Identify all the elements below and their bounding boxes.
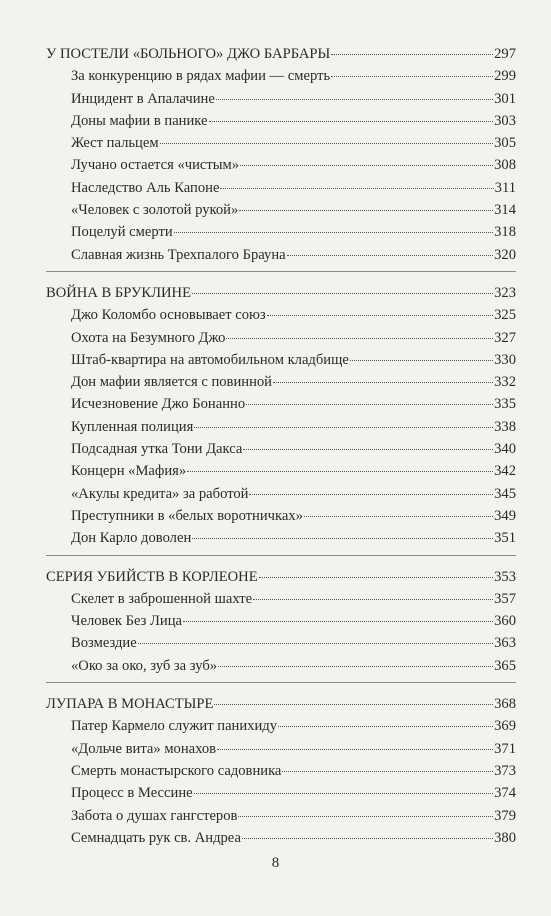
dot-leader: [194, 793, 494, 794]
section-heading-title: У ПОСТЕЛИ «БОЛЬНОГО» ДЖО БАРБАРЫ: [46, 46, 331, 62]
toc-entry-title: Доны мафии в панике: [71, 112, 208, 129]
dot-leader: [350, 360, 493, 361]
toc-entry-title: Наследство Аль Капоне: [71, 179, 220, 196]
toc-entry: [46, 154, 516, 176]
toc-entry-page: 379: [494, 807, 516, 824]
dot-leader: [160, 143, 494, 144]
toc-entry-page: 318: [494, 224, 516, 241]
toc-entry-title: Процесс в Мессине: [71, 785, 193, 802]
toc-entry: [46, 588, 516, 610]
toc-entry: [46, 760, 516, 782]
section-heading: [46, 43, 516, 65]
section-heading-title: СЕРИЯ УБИЙСТВ В КОРЛЕОНЕ: [46, 568, 258, 585]
page-number: 8: [271, 855, 280, 871]
toc-entry-title: Забота о душах гангстеров: [71, 807, 238, 824]
dot-leader: [194, 427, 493, 428]
toc-entry-page: 301: [494, 90, 516, 107]
dot-leader: [246, 404, 493, 405]
toc-entry-page: 325: [494, 307, 516, 324]
toc-entry-title: «Дольче вита» монахов: [71, 740, 217, 757]
dot-leader: [331, 76, 493, 77]
toc-entry-page: 314: [494, 202, 516, 219]
toc-entry: [46, 738, 516, 760]
toc-entry-page: 374: [494, 785, 516, 802]
toc-entry-title: Смерть монастырского садовника: [71, 762, 282, 779]
toc-entry-page: 371: [494, 740, 516, 757]
toc-section: [46, 43, 516, 266]
toc-entry-title: Жест пальцем: [71, 135, 159, 152]
toc-entry: [46, 827, 516, 849]
toc-entry-page: 349: [494, 507, 516, 524]
toc-entry: [46, 655, 516, 677]
section-heading-title: ЛУПАРА В МОНАСТЫРЕ: [46, 696, 214, 713]
toc-entry-page: 338: [494, 418, 516, 435]
toc-entry-title: Штаб-квартира на автомобильном кладбище: [71, 351, 349, 368]
dot-leader: [138, 643, 493, 644]
dot-leader: [192, 293, 493, 294]
toc-entry-page: 360: [494, 613, 516, 630]
toc-entry-title: Охота на Безумного Джо: [71, 329, 226, 346]
toc-entry: [46, 88, 516, 110]
section-heading: [46, 693, 516, 715]
toc-entry-page: 299: [494, 68, 516, 85]
toc-entry-page: 373: [494, 762, 516, 779]
dot-leader: [239, 210, 493, 211]
section-divider: [46, 682, 516, 683]
toc-entry: [46, 460, 516, 482]
section-heading-page: 353: [494, 568, 516, 585]
toc-entry-page: 330: [494, 351, 516, 368]
toc-entry-page: 303: [494, 112, 516, 129]
toc-entry: [46, 304, 516, 326]
toc-entry: [46, 327, 516, 349]
dot-leader: [216, 99, 493, 100]
dot-leader: [192, 538, 493, 539]
toc-entry-page: 357: [494, 590, 516, 607]
dot-leader: [249, 494, 493, 495]
dot-leader: [304, 516, 493, 517]
toc-entry: [46, 349, 516, 371]
toc-entry: [46, 805, 516, 827]
toc-entry-page: 311: [494, 179, 516, 196]
toc-section: [46, 282, 516, 550]
toc-entry: [46, 110, 516, 132]
toc-entry-page: 369: [494, 718, 516, 735]
toc-entry-page: 327: [494, 329, 516, 346]
toc-entry-title: Семнадцать рук св. Андреа: [71, 829, 241, 846]
toc-section: [46, 566, 516, 677]
toc-entry-page: 363: [494, 635, 516, 652]
toc-entry-title: Возмездие: [71, 635, 137, 652]
section-heading-page: 368: [494, 696, 516, 713]
dot-leader: [273, 382, 493, 383]
dot-leader: [282, 771, 493, 772]
toc-section: [46, 693, 516, 849]
section-heading: [46, 282, 516, 304]
toc-entry: [46, 505, 516, 527]
toc-entry-title: Лучано остается «чистым»: [71, 157, 240, 174]
toc-entry-title: Человек Без Лица: [71, 613, 183, 630]
toc-entry: [46, 483, 516, 505]
dot-leader: [218, 666, 493, 667]
toc-entry: [46, 393, 516, 415]
toc-entry-title: Подсадная утка Тони Дакса: [71, 441, 243, 458]
toc-entry: [46, 132, 516, 154]
toc-entry: [46, 632, 516, 654]
section-divider: [46, 555, 516, 556]
section-heading: [46, 566, 516, 588]
dot-leader: [240, 165, 493, 166]
toc-entry: [46, 610, 516, 632]
toc-entry: [46, 782, 516, 804]
toc-entry-page: 351: [494, 530, 516, 547]
toc-entry-title: Купленная полиция: [71, 418, 194, 435]
section-divider: [46, 271, 516, 272]
section-heading-title: ВОЙНА В БРУКЛИНЕ: [46, 284, 192, 301]
toc-entry: [46, 371, 516, 393]
dot-leader: [278, 726, 493, 727]
toc-entry-title: Дон мафии является с повинной: [71, 374, 272, 391]
toc-entry-title: За конкуренцию в рядах мафии — смерть: [71, 68, 331, 85]
toc-entry-page: 345: [494, 485, 516, 502]
dot-leader: [242, 838, 493, 839]
toc-entry-page: 340: [494, 441, 516, 458]
toc-entry-title: Поцелуй смерти: [71, 224, 173, 241]
dot-leader: [287, 255, 494, 256]
section-heading-page: 297: [494, 46, 516, 62]
dot-leader: [267, 315, 493, 316]
dot-leader: [209, 121, 494, 122]
dot-leader: [243, 449, 493, 450]
dot-leader: [220, 188, 493, 189]
toc-entry: [46, 177, 516, 199]
toc-entry: [46, 244, 516, 266]
toc-entry: [46, 65, 516, 87]
dot-leader: [217, 749, 493, 750]
toc-entry-title: Патер Кармело служит панихиду: [71, 718, 277, 735]
dot-leader: [253, 599, 493, 600]
toc-entry: [46, 715, 516, 737]
toc-entry-page: 332: [494, 374, 516, 391]
toc-entry-page: 305: [494, 135, 516, 152]
dot-leader: [214, 704, 493, 705]
toc-entry-title: Инцидент в Апалачине: [71, 90, 215, 107]
dot-leader: [226, 338, 493, 339]
table-of-contents: [46, 43, 516, 849]
toc-entry-title: Концерн «Мафия»: [71, 463, 187, 480]
dot-leader: [187, 471, 493, 472]
toc-entry-title: «Человек с золотой рукой»: [71, 202, 239, 219]
dot-leader: [183, 621, 493, 622]
toc-entry-page: 335: [494, 396, 516, 413]
toc-entry-page: 320: [494, 246, 516, 263]
toc-entry-title: «Акулы кредита» за работой: [71, 485, 249, 502]
toc-entry: [46, 199, 516, 221]
toc-entry-page: 342: [494, 463, 516, 480]
dot-leader: [259, 577, 493, 578]
toc-entry-title: Славная жизнь Трехпалого Брауна: [71, 246, 286, 263]
toc-entry: [46, 221, 516, 243]
toc-entry-title: Джо Коломбо основывает союз: [71, 307, 266, 324]
toc-entry: [46, 438, 516, 460]
section-heading-page: 323: [494, 284, 516, 301]
dot-leader: [174, 232, 493, 233]
toc-entry-title: Скелет в заброшенной шахте: [71, 590, 253, 607]
toc-entry-title: Преступники в «белых воротничках»: [71, 507, 303, 524]
dot-leader: [331, 54, 493, 55]
toc-entry-page: 308: [494, 157, 516, 174]
toc-entry-title: Дон Карло доволен: [71, 530, 192, 547]
dot-leader: [238, 816, 493, 817]
toc-entry: [46, 527, 516, 549]
toc-entry-page: 365: [494, 657, 516, 674]
toc-entry-page: 380: [494, 829, 516, 846]
toc-entry: [46, 416, 516, 438]
toc-entry-title: Исчезновение Джо Бонанно: [71, 396, 246, 413]
toc-entry-title: «Око за око, зуб за зуб»: [71, 657, 218, 674]
